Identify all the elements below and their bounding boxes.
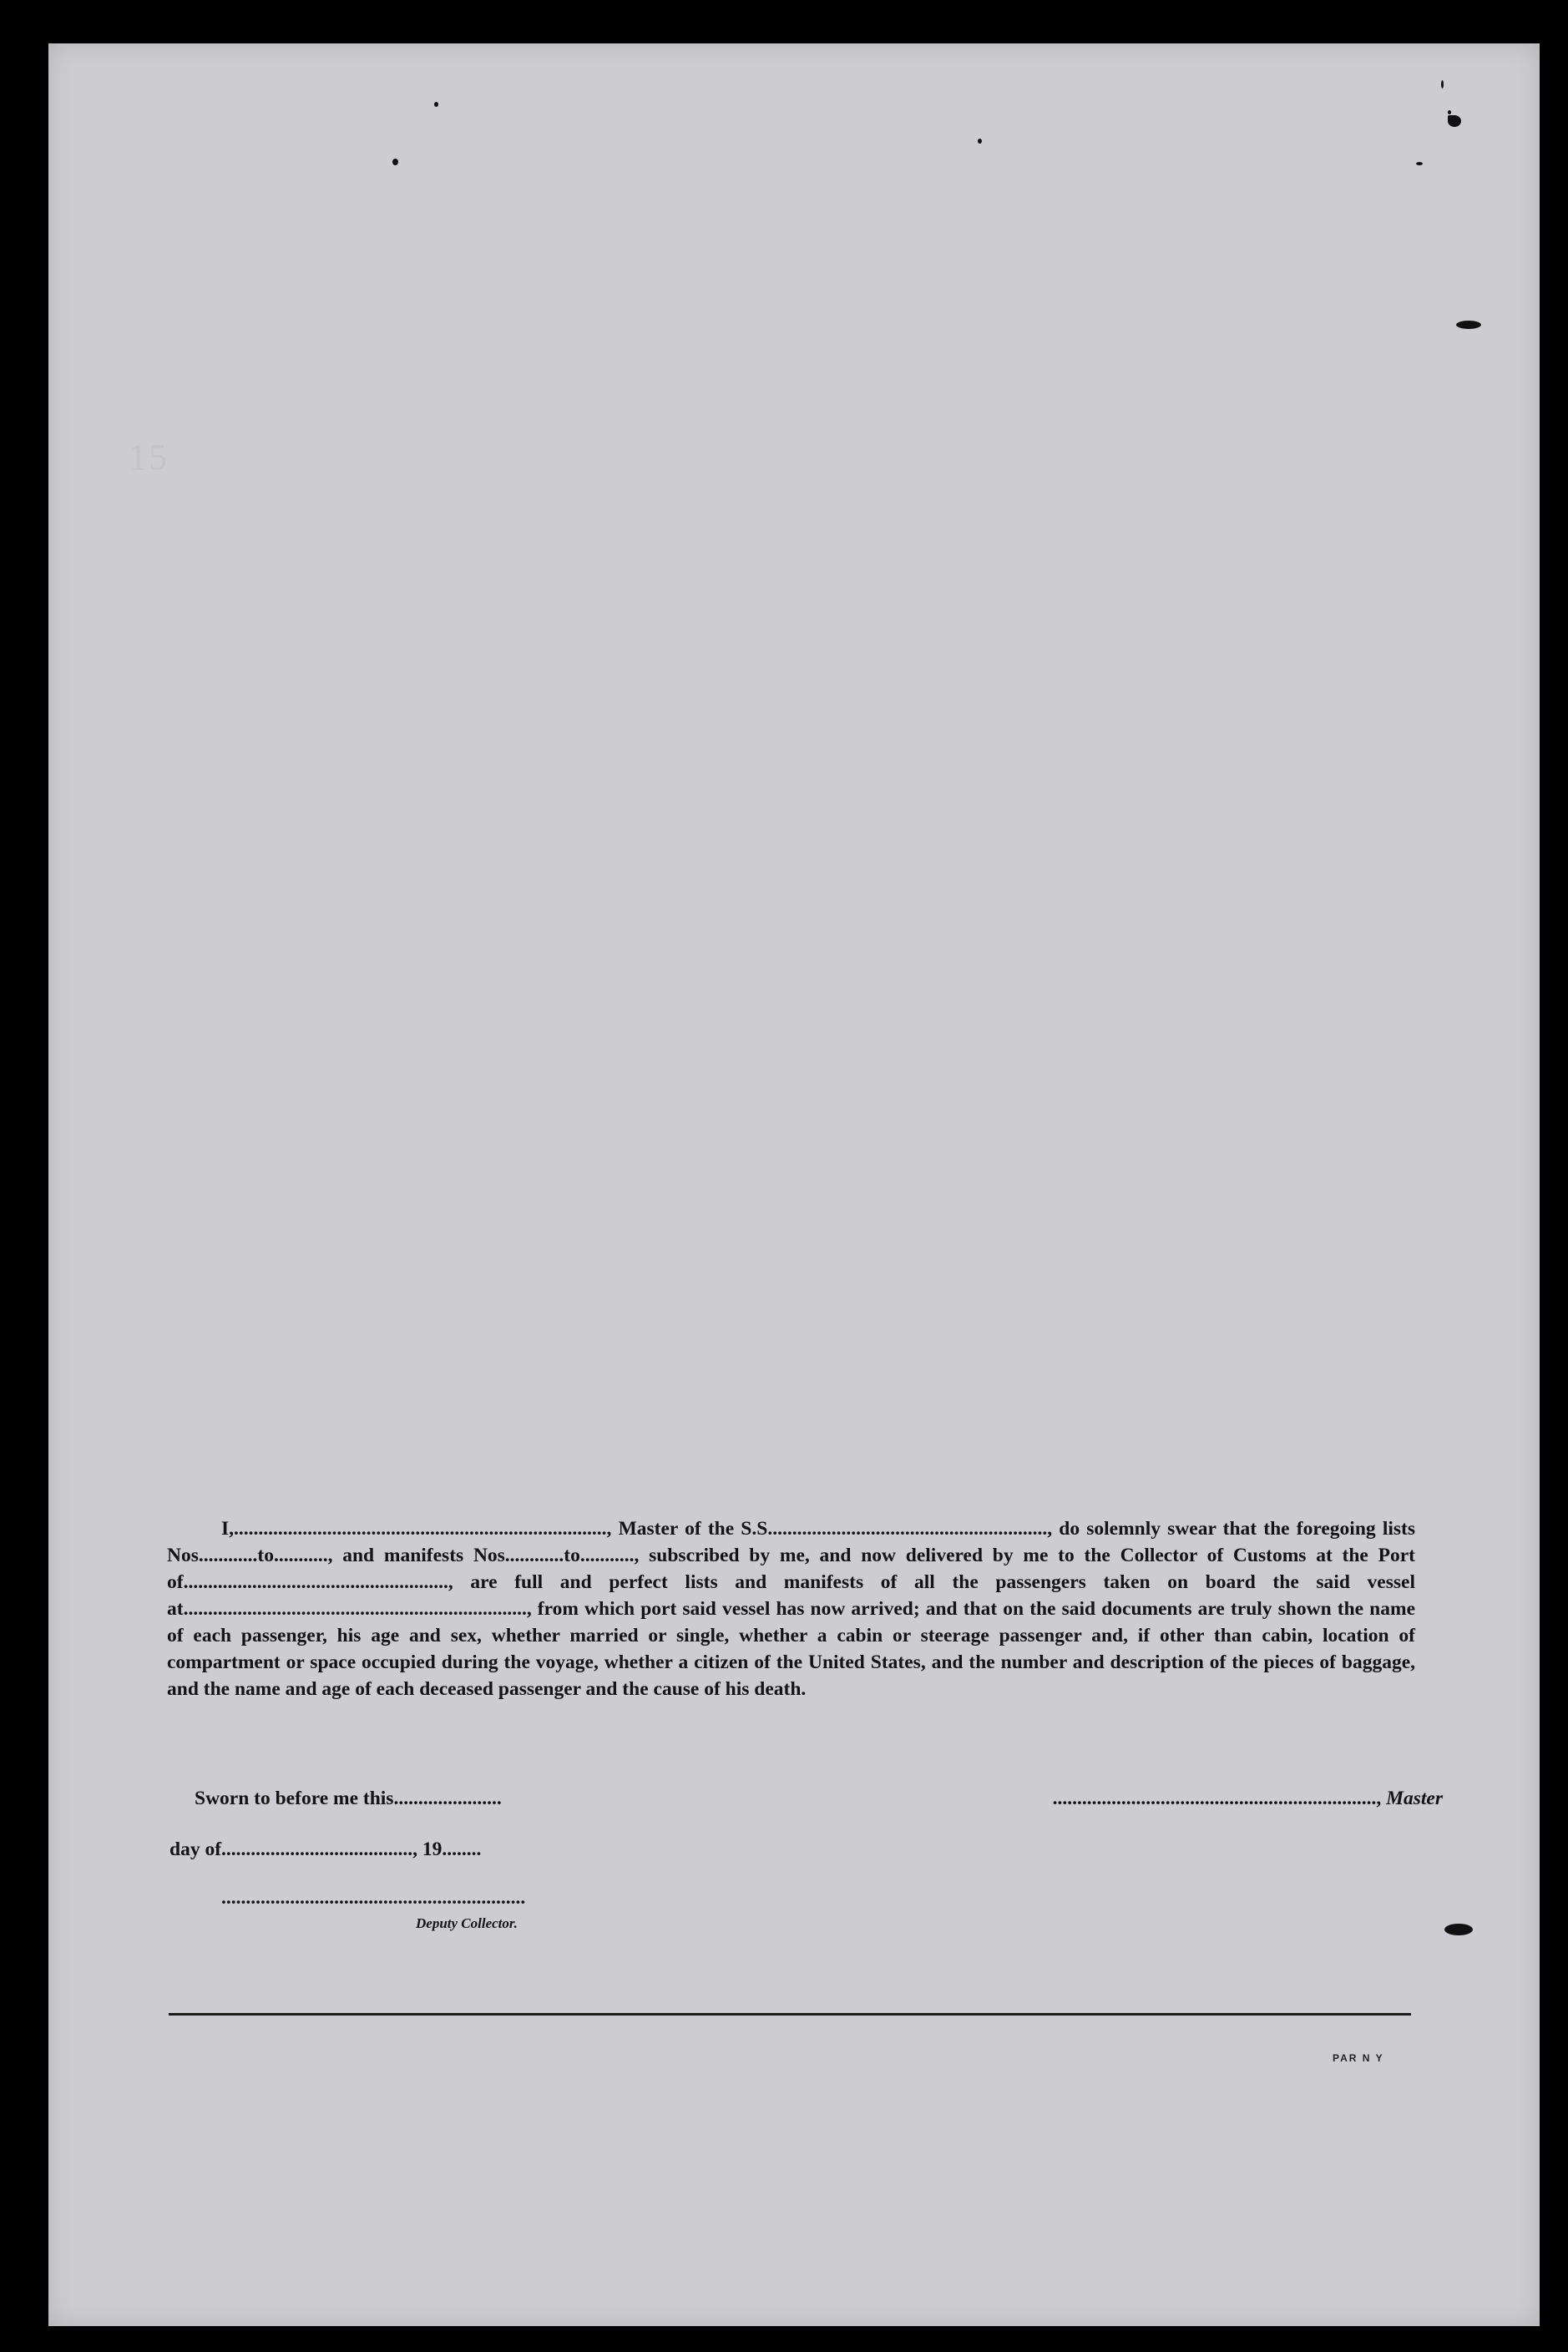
ink-speck [434,102,438,107]
deputy-signature-line: .............................................................. [221,1887,526,1909]
master-label: Master [1386,1788,1443,1809]
master-signature-line [1053,1788,1443,1810]
ink-speck [1441,80,1444,89]
ink-speck [1448,110,1451,114]
master-signature-dots: .................................................................., [1052,1788,1382,1809]
ink-speck [1444,1924,1473,1935]
manifest-page [48,43,1540,2326]
printer-mark: PAR N Y [1333,2052,1384,2064]
footer-rule [169,2013,1411,2016]
day-line: day of......................................., 19........ [169,1839,482,1860]
faint-stamp-number: 15 [129,437,169,478]
sworn-line: Sworn to before me this...................... [195,1788,502,1809]
ink-speck [1416,162,1423,165]
deputy-collector-label: Deputy Collector. [416,1915,518,1931]
ink-speck [1448,115,1461,127]
oath-paragraph: I,............................................................................, Master of the S.S........................................................., do solemnly swear that the foregoing lists Nos............to..........., and manifests Nos............to..........., subscribed by me, and now delivered by me to the Collector of Customs at the Port of......................................................, are full and perfect lists and manifests of all the passengers taken on board the said vessel at......................................................................, from which port said vessel has now arrived; and that on the said documents are truly shown the name of each passenger, his age and sex, whether married or single, whether a cabin or steerage passenger and, if other than cabin, location of compartment or space occupied during the voyage, whether a citizen of the United States, and the number and description of the pieces of baggage, and the name and age of each deceased passenger and the cause of his death. [167,1518,1415,1700]
ink-speck [1456,321,1481,329]
ink-speck [978,139,982,144]
ink-speck [392,159,398,165]
